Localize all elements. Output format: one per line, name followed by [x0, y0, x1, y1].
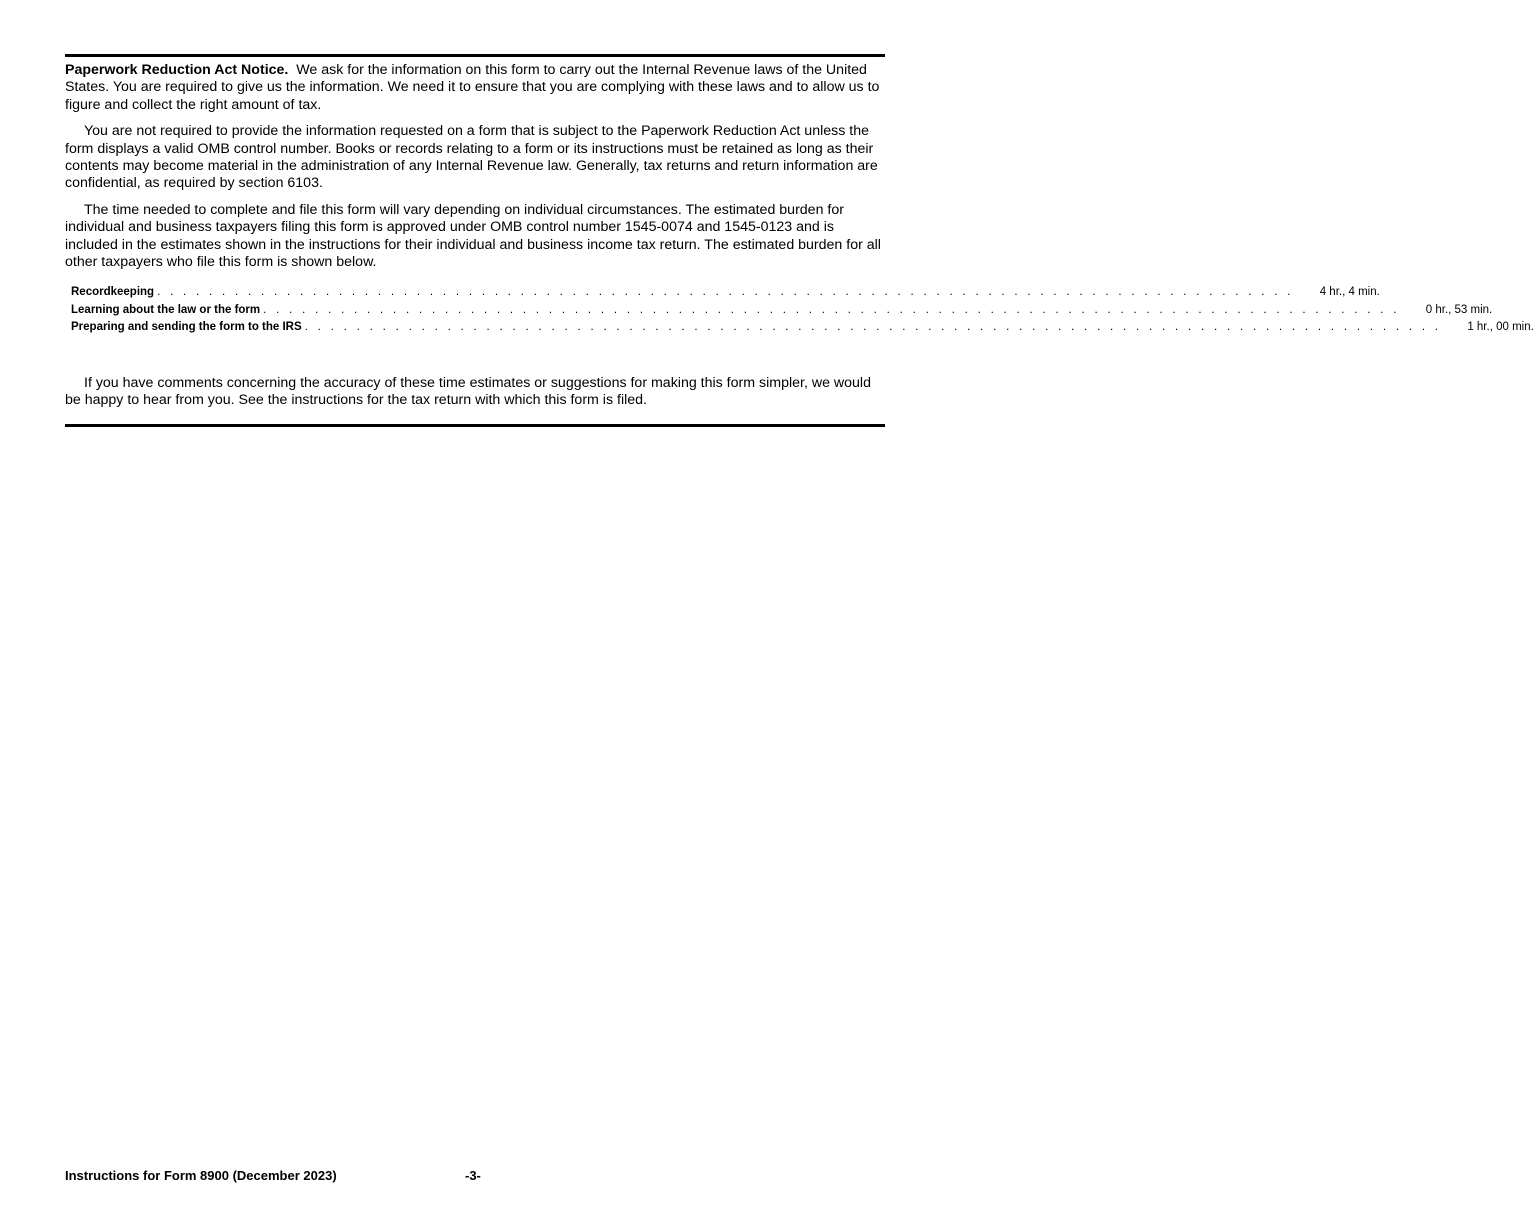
- burden-value: 4 hr., 4 min.: [1319, 286, 1380, 299]
- dot-leader: . . . . . . . . . . . . . . . . . . . . . . . . . . . . . . . . . . . . . . . . . . . . . . . . . . . . . . . . . . . . . . . . . . . . . . . . . . . . . . . . . . . . . . . .: [304, 321, 1442, 334]
- burden-label: Preparing and sending the form to the IRS: [71, 321, 302, 334]
- page-number: -3-: [465, 1168, 481, 1183]
- burden-row-preparing: [71, 319, 1534, 337]
- notice-paragraph-4: If you have comments concerning the accuracy of these time estimates or suggestions for making this form simpler, we would be happy to hear from you. See the instructions for the tax return with which this form is filed.: [65, 374, 871, 409]
- burden-row-recordkeeping: [71, 284, 1380, 302]
- burden-label: Recordkeeping: [71, 286, 155, 299]
- footer-title: Instructions for Form 8900 (December 2023): [65, 1168, 337, 1183]
- notice-paragraph-2: You are not required to provide the information requested on a form that is subject to the Paperwork Reduction Act unless the form displays a valid OMB control number. Books or records relating to a form or its instructions must be retained as long as their contents may become material in the administration of any Internal Revenue law. Generally, tax returns and return information are confidential, as required by section 6103.: [65, 123, 878, 192]
- bottom-rule: [65, 424, 885, 427]
- burden-value: 0 hr., 53 min.: [1425, 303, 1493, 316]
- notice-heading: Paperwork Reduction Act Notice.: [65, 62, 289, 78]
- notice-paragraph-1-body: We ask for the information on this form to carry out the Internal Revenue laws of the United States. You are required to give us the information. We need it to ensure that you are complying with these laws and to allow us to figure and collect the right amount of tax.: [65, 62, 880, 113]
- dot-leader: . . . . . . . . . . . . . . . . . . . . . . . . . . . . . . . . . . . . . . . . . . . . . . . . . . . . . . . . . . . . . . . . . . . . . . . . . . . . . . . . . . . . . . . .: [263, 303, 1400, 316]
- paperwork-notice-section: [65, 54, 1534, 427]
- top-rule: [65, 54, 885, 57]
- burden-value: 1 hr., 00 min.: [1467, 321, 1534, 334]
- dot-leader: . . . . . . . . . . . . . . . . . . . . . . . . . . . . . . . . . . . . . . . . . . . . . . . . . . . . . . . . . . . . . . . . . . . . . . . . . . . . . . . . . . . . . . . .: [157, 286, 1294, 299]
- burden-table: [65, 284, 1534, 337]
- notice-paragraph-1: [65, 62, 885, 114]
- burden-row-learning: [71, 302, 1493, 320]
- burden-label: Learning about the law or the form: [71, 303, 261, 316]
- notice-paragraph-3: The time needed to complete and file this form will vary depending on individual circumstances. The estimated burden for individual and business taxpayers filing this form is approved under OMB control number 1545-0074 and 1545-0123 and is included in the estimates shown in the instructions for their individual and business income tax return. The estimated burden for all other taxpayers who file this form is shown below.: [65, 201, 881, 271]
